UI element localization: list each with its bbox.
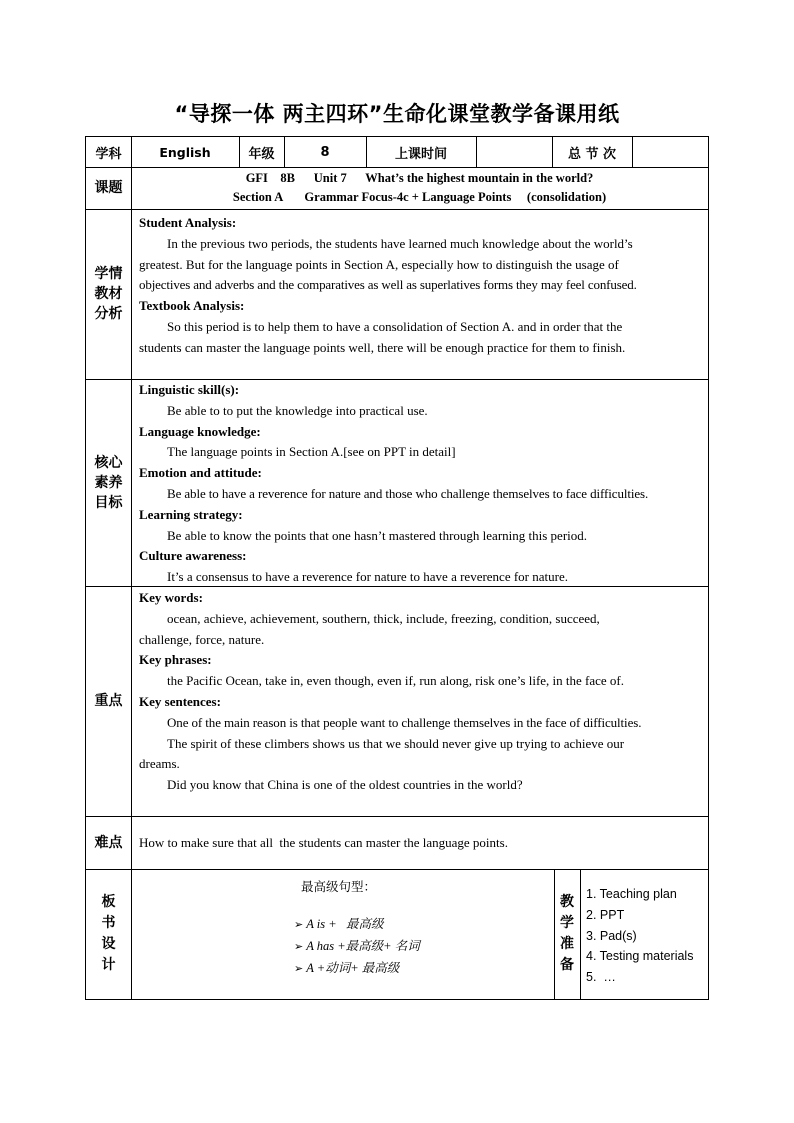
key-words-heading: Key words: xyxy=(139,590,203,605)
class-time-value xyxy=(476,137,552,167)
arrow-bullet-icon: ➢ xyxy=(294,941,304,953)
grade-value: 8 xyxy=(320,144,330,160)
difficulties-text: How to make sure that all the students can master the language points. xyxy=(139,834,508,850)
difficulties-label: 难点 xyxy=(94,834,123,851)
teaching-prep-list xyxy=(586,884,706,988)
prep-item: 4. Testing materials xyxy=(586,949,694,964)
student-analysis-heading: Student Analysis: xyxy=(139,215,237,230)
objective-heading-culture: Culture awareness: xyxy=(139,548,247,564)
prep-item: 3. Pad(s) xyxy=(586,928,637,943)
topic-content xyxy=(131,167,708,209)
arrow-bullet-icon: ➢ xyxy=(294,919,304,931)
objective-text-linguistic: Be able to to put the knowledge into practical use. xyxy=(167,402,428,418)
prep-item: 2. PPT xyxy=(586,907,625,922)
objective-text-strategy: Be able to know the points that one hasn’t mastered through learning this period. xyxy=(167,527,588,543)
key-points-label: 重点 xyxy=(94,693,123,709)
topic-line-1: GFI 8B Unit 7 What’s the highest mountain in the world? xyxy=(245,171,594,185)
objectives-content xyxy=(139,380,703,588)
key-sentences-heading: Key sentences: xyxy=(139,693,221,709)
prep-item: 5. … xyxy=(586,970,616,985)
board-item: ➢ A +动词+ 最高级 xyxy=(294,961,400,975)
lesson-plan-table xyxy=(85,136,709,1000)
objective-text-culture: It’s a consensus to have a reverence for nature to have a reverence for nature. xyxy=(167,569,568,585)
topic-line-2: Section A Grammar Focus-4c + Language Points (consolidation) xyxy=(232,190,607,204)
key-words-line-1: ocean, achieve, achievement, southern, thick, include, freezing, condition, succeed, xyxy=(167,610,600,626)
key-sentence-2-line-1: The spirit of these climbers shows us that we should never give up trying to achieve our xyxy=(167,735,625,751)
textbook-analysis-line-1: So this period is to help them to have a consolidation of Section A. and in order that the xyxy=(167,318,623,334)
teaching-prep-label: 教 学 准 备 xyxy=(560,894,574,973)
topic-label: 课题 xyxy=(94,180,123,196)
key-sentence-1: One of the main reason is that people want to challenge themselves in the face of difficulties. xyxy=(167,714,642,730)
key-points-content xyxy=(139,588,703,796)
board-item: ➢ A is + 最高级 xyxy=(294,917,384,931)
board-design-label: 板 书 设 计 xyxy=(101,894,116,973)
key-sentence-3: Did you know that China is one of the oldest countries in the world? xyxy=(167,777,523,793)
board-heading: 最高级句型： xyxy=(301,879,377,894)
student-analysis-line-1: In the previous two periods, the students have learned much knowledge about the world’s xyxy=(167,235,633,251)
objective-heading-strategy: Learning strategy: xyxy=(139,506,243,522)
class-time-label: 上课时间 xyxy=(394,146,447,162)
objective-heading-linguistic: Linguistic skill(s): xyxy=(139,382,240,397)
objective-text-knowledge: The language points in Section A.[see on PPT in detail] xyxy=(167,444,456,460)
student-analysis-line-2: greatest. But for the language points in Section A, especially how to distinguish the usage of xyxy=(139,256,619,272)
arrow-bullet-icon: ➢ xyxy=(294,963,304,975)
subject-value: English xyxy=(159,144,211,160)
total-sessions-value xyxy=(632,137,708,167)
total-sessions-label: 总 节 次 xyxy=(567,146,617,162)
student-analysis-line-3: objectives and adverbs and the comparatives as well as superlatives forms they may feel confused. xyxy=(139,277,637,293)
key-phrases-text: the Pacific Ocean, take in, even though, even if, run along, risk one’s life, in the face of. xyxy=(167,673,625,689)
board-item: ➢ A has +最高级+ 名词 xyxy=(294,939,420,953)
subject-label: 学科 xyxy=(95,146,122,162)
prep-item: 1. Teaching plan xyxy=(586,887,677,901)
page-title: “导探一体 两主四环”生命化课堂教学备课用纸 xyxy=(174,102,620,126)
objective-heading-knowledge: Language knowledge: xyxy=(139,423,261,439)
textbook-analysis-line-2: students can master the language points well, there will be enough practice for them to finish. xyxy=(139,339,626,355)
objective-text-emotion: Be able to have a reverence for nature and those who challenge themselves to face difficulties. xyxy=(167,485,649,501)
key-words-line-2: challenge, force, nature. xyxy=(139,631,265,647)
key-sentence-2-line-2: dreams. xyxy=(139,756,180,772)
textbook-analysis-heading: Textbook Analysis: xyxy=(139,298,245,314)
board-items xyxy=(294,914,544,980)
key-phrases-heading: Key phrases: xyxy=(139,652,212,668)
grade-label: 年级 xyxy=(248,146,275,162)
objectives-label: 核心 素养 目标 xyxy=(94,454,123,511)
analysis-label: 学情 教材 分析 xyxy=(94,266,123,322)
analysis-content xyxy=(139,213,703,359)
objective-heading-emotion: Emotion and attitude: xyxy=(139,465,262,481)
